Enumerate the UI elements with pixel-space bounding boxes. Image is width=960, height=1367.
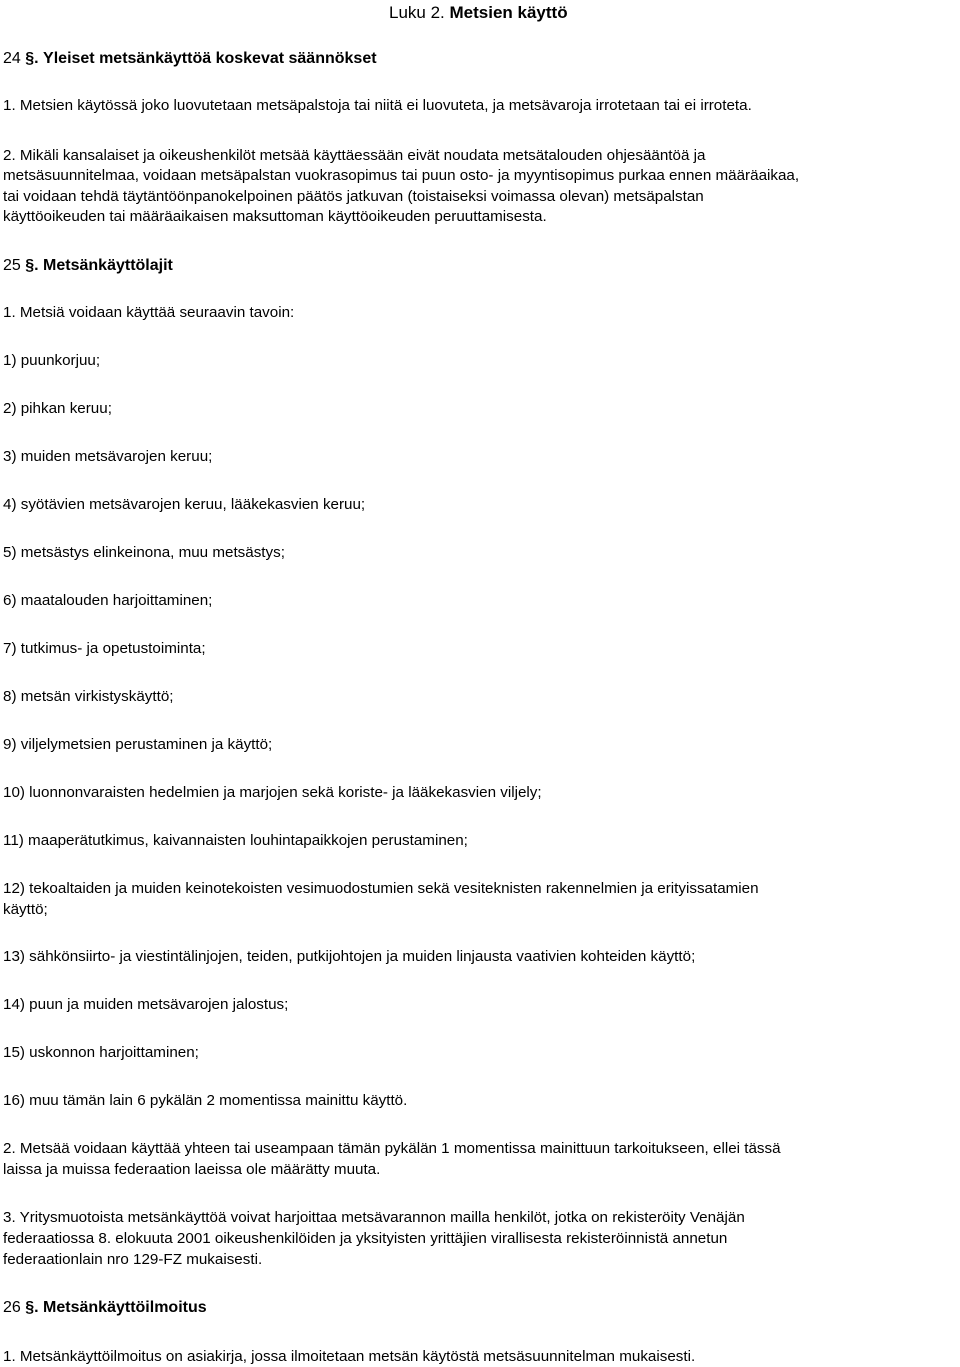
s25-p3-line: federaationlain nro 129-FZ mukaisesti. xyxy=(3,1251,263,1268)
chapter-title: Metsien käyttö xyxy=(449,3,568,22)
s24-p2-line: käyttöoikeuden tai määräaikaisen maksuttoman käyttöoikeuden peruuttamisesta. xyxy=(3,208,547,225)
list-item-line: käyttö; xyxy=(3,901,48,918)
s24-p2-line: 2. Mikäli kansalaiset ja oikeushenkilöt metsää käyttäessään eivät noudata metsätalouden ohjesääntöä ja xyxy=(3,147,706,164)
section-number: 25 xyxy=(3,257,21,274)
section-25-heading xyxy=(3,256,173,276)
s24-p2-line: tai voidaan tehdä täytäntöönpanokelpoinen päätös jatkuvan (toistaiseksi voimassa olevan) metsäpalstan xyxy=(3,188,704,205)
list-item: 10) luonnonvaraisten hedelmien ja marjojen sekä koriste- ja lääkekasvien viljely; xyxy=(3,784,542,801)
section-mark: §. xyxy=(25,1299,39,1316)
s25-p2-line: 2. Metsää voidaan käyttää yhteen tai useampaan tämän pykälän 1 momentissa mainittuun tarkoitukseen, ellei tässä xyxy=(3,1140,781,1157)
list-item: 2) pihkan keruu; xyxy=(3,400,112,417)
s26-paragraph-1: 1. Metsänkäyttöilmoitus on asiakirja, jossa ilmoitetaan metsän käytöstä metsäsuunnitelman mukaisesti. xyxy=(3,1348,696,1365)
list-item: 1) puunkorjuu; xyxy=(3,352,101,369)
s25-intro: 1. Metsiä voidaan käyttää seuraavin tavoin: xyxy=(3,304,295,321)
chapter-heading xyxy=(389,3,568,23)
list-item: 13) sähkönsiirto- ja viestintälinjojen, teiden, putkijohtojen ja muiden linjausta vaativien kohteiden käyttö; xyxy=(3,948,696,965)
list-item: 4) syötävien metsävarojen keruu, lääkekasvien keruu; xyxy=(3,496,366,513)
section-mark: §. xyxy=(25,257,39,274)
s25-p3-line: 3. Yritysmuotoista metsänkäyttöä voivat harjoittaa metsävarannon mailla henkilöt, jotka on rekisteröity Venäjän xyxy=(3,1209,745,1226)
section-title: Metsänkäyttöilmoitus xyxy=(43,1299,207,1316)
list-item-line: 12) tekoaltaiden ja muiden keinotekoisten vesimuodostumien sekä vesiteknisten rakennelmien ja erityissatamien xyxy=(3,880,759,897)
list-item: 5) metsästys elinkeinona, muu metsästys; xyxy=(3,544,285,561)
section-26-heading xyxy=(3,1298,207,1318)
section-number: 24 xyxy=(3,50,21,67)
list-item: 3) muiden metsävarojen keruu; xyxy=(3,448,213,465)
s25-p2-line: laissa ja muissa federaation laeissa ole määrätty muuta. xyxy=(3,1161,381,1178)
s24-paragraph-1: 1. Metsien käytössä joko luovutetaan metsäpalstoja tai niitä ei luovuteta, ja metsävaroja irrotetaan tai ei irroteta. xyxy=(3,97,752,114)
section-mark: §. xyxy=(25,50,39,67)
section-title: Yleiset metsänkäyttöä koskevat säännökset xyxy=(43,50,377,67)
list-item: 11) maaperätutkimus, kaivannaisten louhintapaikkojen perustaminen; xyxy=(3,832,468,849)
list-item: 8) metsän virkistyskäyttö; xyxy=(3,688,174,705)
chapter-prefix: Luku 2. xyxy=(389,3,445,22)
s25-p3-line: federaatiossa 8. elokuuta 2001 oikeushenkilöiden ja yksityisten yrittäjien virallisesta rekisteröinnistä annetun xyxy=(3,1230,728,1247)
list-item: 16) muu tämän lain 6 pykälän 2 momentissa mainittu käyttö. xyxy=(3,1092,408,1109)
list-item: 6) maatalouden harjoittaminen; xyxy=(3,592,213,609)
s24-p2-line: metsäsuunnitelmaa, voidaan metsäpalstan vuokrasopimus tai puun osto- ja myyntisopimus purkaa ennen määräaikaa, xyxy=(3,167,800,184)
list-item: 14) puun ja muiden metsävarojen jalostus; xyxy=(3,996,289,1013)
list-item: 9) viljelymetsien perustaminen ja käyttö; xyxy=(3,736,273,753)
section-title: Metsänkäyttölajit xyxy=(43,257,173,274)
section-number: 26 xyxy=(3,1299,21,1316)
list-item: 7) tutkimus- ja opetustoiminta; xyxy=(3,640,206,657)
list-item: 15) uskonnon harjoittaminen; xyxy=(3,1044,199,1061)
section-24-heading xyxy=(3,49,377,69)
